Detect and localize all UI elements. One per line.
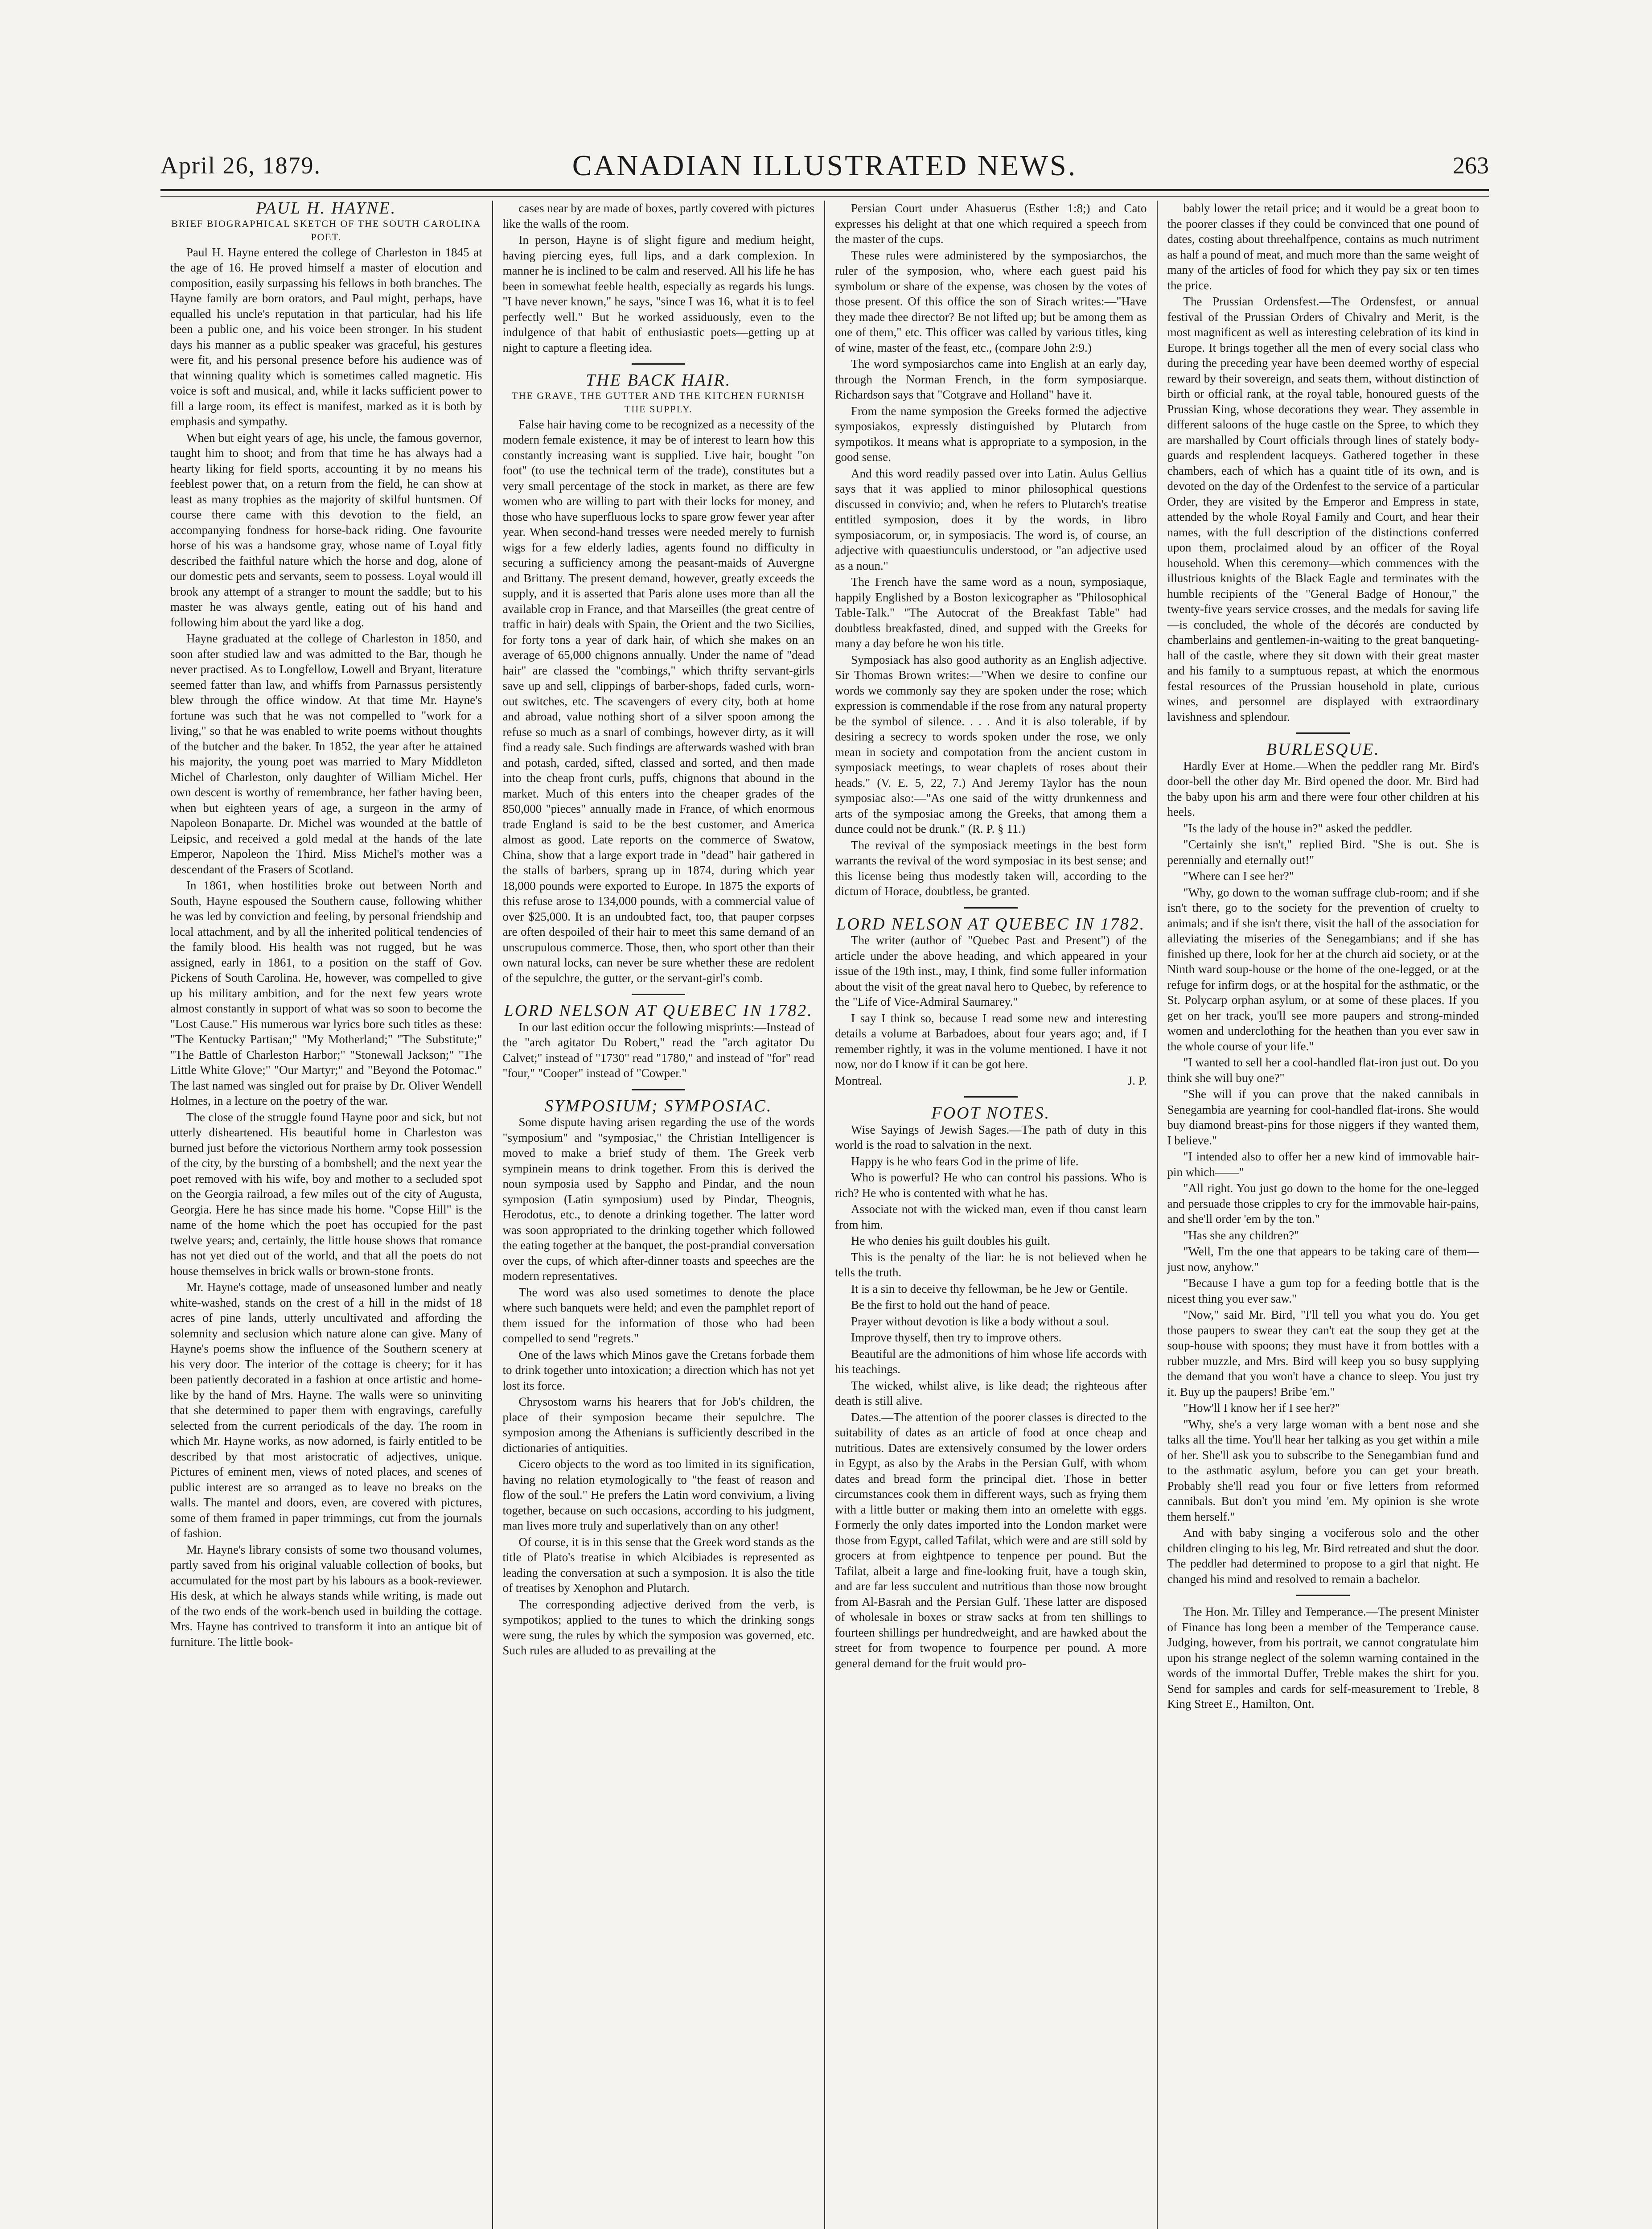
paragraph: He who denies his guilt doubles his guilt.: [851, 1234, 1050, 1247]
article-heading-symposium: SYMPOSIUM; SYMPOSIAC.: [544, 1096, 773, 1115]
paragraph: The word symposiarchos came into English at an early day, through the Norman French, in the form symposiarque. Richardson says that "Cotgrave and Holland" have it.: [835, 357, 1147, 401]
tilley-note-body: [1167, 1604, 1479, 1712]
paragraph: Prayer without devotion is like a body without a soul.: [851, 1314, 1109, 1328]
paragraph: "Why, she's a very large woman with a bent nose and she talks all the time. You'll hear her talking as you get within a mile of her. She'll ask you to subscribe to the Senegambian fund and to the asthmatic asylum, before you can get your breath. Probably she'll read you four or five letters from reformed cannibals. But don't you mind 'em. My opinion is she wrote them herself.": [1167, 1417, 1479, 1523]
foot-notes-body: [835, 1122, 1147, 1671]
issue-date: April 26, 1879.: [160, 152, 321, 179]
signoff-initials: J. P.: [1127, 1073, 1147, 1087]
paragraph: Beautiful are the admonitions of him whose life accords with his teachings.: [835, 1347, 1147, 1376]
section-divider: [964, 907, 1018, 909]
article-heading-nelson-letter: LORD NELSON AT QUEBEC IN 1782.: [836, 914, 1146, 934]
paragraph: When but eight years of age, his uncle, the famous governor, taught him to shoot; and from that time he has always had a hearty liking for field sports, accounting it by no means his feeblest power that, on a return from the field, he can show at least as many trophies as the majority of skilful huntsmen. Of course there came with this devotion to the field, an accompanying fondness for horse-back riding. One favourite horse of his was a handsome gray, whose name of Loyal fitly described the faithful nature which the horse and dog, alone of our domestic pets and servants, seem to possess. Loyal would ill brook any attempt of a stranger to mount the saddle; but to his master he was always gentle, eating out of his hand and following him about the yard like a dog.: [170, 431, 482, 629]
paragraph: And with baby singing a vociferous solo and the other children clinging to his leg, Mr. Bird retreated and shut the door. The peddler had determined to propose to a girl that night. He changed his mind and resolved to remain a bachelor.: [1167, 1526, 1479, 1586]
paragraph: Mr. Hayne's library consists of some two thousand volumes, partly saved from his original valuable collection of books, but accumulated for the most part by his labours as a book-reviewer. His desk, at which he always stands while writing, is made out of the two ends of the work-bench used in building the cottage. Mrs. Hayne has contrived to transform it into an antique bit of furniture. The little book-: [170, 1542, 482, 1649]
paragraph: cases near by are made of boxes, partly covered with pictures like the walls of the room.: [502, 202, 814, 230]
paragraph: "Now," said Mr. Bird, "I'll tell you what you do. You get those paupers to swear they can't eat the soup they get at the soup-house with spoons; they must have it from bottles with a rubber muzzle, and Mrs. Bird will keep you so busy supplying the demand that you won't have a chance to sleep. You just try it. Buy up the paupers! Bribe 'em.": [1167, 1308, 1479, 1398]
masthead: [160, 143, 1489, 196]
section-divider: [632, 363, 685, 365]
column-3: [824, 201, 1157, 2229]
symposium-continued: [835, 201, 1147, 899]
article-heading-foot-notes: FOOT NOTES.: [931, 1104, 1051, 1123]
paragraph: Happy is he who fears God in the prime of life.: [851, 1154, 1079, 1168]
signoff-place: Montreal.: [835, 1073, 882, 1087]
paragraph: These rules were administered by the symposiarchos, the ruler of the symposion, who, where each guest paid his symbolum or share of the expense, was chosen by the votes of those present. Of this office the son of Sirach writes:—"Have they made thee director? Be not lifted up; but be among them as one of them," etc. This officer was called by various titles, king of wine, master of the feast, etc., (compare John 2:9.): [835, 248, 1147, 354]
article-heading-nelson-correction: LORD NELSON AT QUEBEC IN 1782.: [504, 1001, 813, 1020]
paragraph: Some dispute having arisen regarding the use of the words "symposium" and "symposiac," the Christian Intelligencer is moved to make a brief study of them. The Greek verb sympinein means to drink together. From this is derived the noun symposia used by Sappho and Pindar, and the noun symposion (Latin symposium) used by Pindar, Theognis, Herodotus, etc., to denote a drinking together. The latter word was soon appropriated to the drinking together which followed the eating together at the banquet, the post-prandial conversation over the cups, of which after-dinner toasts and speeches are the modern representatives.: [502, 1115, 815, 1283]
paragraph: bably lower the retail price; and it would be a great boon to the poorer classes if they could be convinced that one pound of dates, costing about threehalfpence, contains as much nutriment as half a pound of meat, and much more than the same weight of many of the articles of food for which they pay six or ten times the price.: [1167, 202, 1479, 292]
paragraph: The wicked, whilst alive, is like dead; the righteous after death is still alive.: [835, 1378, 1147, 1407]
paragraph: "Certainly she isn't," replied Bird. "She is out. She is perennially and eternally out!": [1167, 838, 1479, 867]
section-divider: [1296, 732, 1350, 734]
burlesque-body: [1167, 758, 1479, 1587]
paragraph: "Well, I'm the one that appears to be taking care of them—just now, anyhow.": [1167, 1245, 1479, 1274]
column-4: [1157, 201, 1489, 2229]
paragraph: In 1861, when hostilities broke out between North and South, Hayne espoused the Southern cause, following whither he was led by conviction and feeling, by personal friendship and local attachment, and by all the inherited political tendencies of the family blood. His health was not rugged, but he was assigned, early in 1861, to a position on the staff of Gov. Pickens of South Carolina. He, however, was compelled to give up his military ambition, and for the next few years wrote almost constantly in support of what was so soon to become the "Lost Cause." His numerous war lyrics bore such titles as these: "The Kentucky Partisan;" "My Motherland;" "The Substitute;" "The Battle of Charleston Harbor;" "Stonewall Jackson;" "The Little White Glove;" "Our Martyr;" and "Beyond the Potomac." The last named was singled out for praise by Dr. Oliver Wendell Holmes, in a lecture on the poetry of the war.: [170, 879, 482, 1107]
article-heading-back-hair: THE BACK HAIR.: [586, 371, 731, 390]
nelson-correction-body: [503, 1020, 815, 1081]
paragraph: "Is the lady of the house in?" asked the peddler.: [1183, 821, 1413, 835]
nelson-letter-signoff: [835, 1073, 1147, 1089]
paragraph: Paul H. Hayne entered the college of Charleston in 1845 at the age of 16. He proved himself a master of elocution and composition, easily surpassing his fellows in both branches. The Hayne family are born orators, and Paul might, perhaps, have equalled his uncle's reputation in that particular, had his life been a public one, and his voice been stronger. In his student days his manner as a public speaker was graceful, his gestures were fit, and his personal presence before his audience was of that winning quality which is sometimes called magnetic. His voice is soft and musical, and, while it lacks sufficient power to fill a large room, its effect is manifest, marked as it is both by emphasis and sympathy.: [170, 245, 482, 428]
paragraph: Be the first to hold out the hand of peace.: [851, 1298, 1050, 1312]
back-hair-body: [503, 417, 815, 986]
paragraph: One of the laws which Minos gave the Cretans forbade them to drink together unto intoxication; a direction which has not yet lost its force.: [502, 1348, 814, 1392]
paragraph: Of course, it is in this sense that the Greek word stands as the title of Plato's treatise in which Alcibiades is represented as leading the conversation at such a symposion. It is also the title of treatises by Xenophon and Plutarch.: [502, 1535, 814, 1595]
paragraph: "She will if you can prove that the naked cannibals in Senegambia are yearning for cool-handled flat-irons. She would buy diamond breast-pins for those niggers if they wanted them, I believe.": [1167, 1087, 1479, 1147]
paragraph: False hair having come to be recognized as a necessity of the modern female existence, it may be of interest to learn how this constantly increasing want is supplied. Live hair, bought "on foot" (to use the technical term of the trade), constitutes but a very small percentage of the stock in market, as there are few women who are willing to part with their locks for money, and those who have superfluous locks to spare grow fewer year after year. When second-hand tresses were needed merely to furnish wigs for a few elderly ladies, agents found no difficulty in securing a sufficiency among the peasant-maids of Auvergne and Brittany. The present demand, however, greatly exceeds the supply, and it is asserted that Paris alone uses more than all the available crop in France, and that Marseilles (the great centre of traffic in hair) deals with Spain, the Orient and the two Sicilies, for forty tons a year of dark hair, of which she makes on an average of 65,000 chignons annually. Under the name of "dead hair" are classed the "combings," which thrifty servant-girls save up and sell, clippings of barber-shops, faded curls, worn-out switches, etc. The scavengers of every city, both at home and abroad, value nothing short of a silver spoon among the refuse so much as a snarl of combings, however dirty, as it will find a ready sale. Such findings are afterwards washed with bran and potash, carded, sifted, classed and sorted, and then made into the cheap front curls, puffs, chignons that abound in the market. Much of this enters into the cheaper grades of the 850,000 "pieces" annually made in France, of which enormous trade England is said to be the best customer, and America almost as good. Late reports on the commerce of Swatow, China, show that a large export trade in "dead" hair gathered in the stalls of barbers, sprang up in 1874, during which year 18,000 pounds were exported to Europe. In 1875 the exports of this refuse arose to 134,000 pounds, with a commercial value of over $25,000. It is an undoubted fact, too, that pauper corpses are often despoiled of their hair to meet this same demand of an unscrupulous commerce. Those, then, who sport other than their own natural locks, can never be sure whether these are redolent of the sepulchre, the gutter, or the servant-girl's comb.: [502, 417, 814, 985]
paragraph: "All right. You just go down to the home for the one-legged and persuade those cripples to cry for the immovable hair-pains, and she'll order 'em by the ton.": [1167, 1181, 1479, 1226]
section-divider: [632, 1089, 685, 1090]
paragraph: The French have the same word as a noun, symposiaque, happily Englished by a Boston lexicographer as "Philosophical Table-Talk." "The Autocrat of the Breakfast Table" had doubtless breakfasted, dined, and supped with the Greeks for many a day before he won his title.: [835, 575, 1147, 650]
nelson-letter-body: [835, 933, 1147, 1072]
paragraph: Persian Court under Ahasuerus (Esther 1:8;) and Cato expresses his delight at that one which required a speech from the master of the cups.: [835, 202, 1147, 246]
paragraph: "I intended also to offer her a new kind of immovable hair-pin which——": [1167, 1150, 1479, 1179]
paragraph: "Why, go down to the woman suffrage club-room; and if she isn't there, go to the society for the prevention of cruelty to animals; and if she isn't there, visit the hall of the association for alleviating the miseries of the Senegambians; and if she has finished up there, look for her at the church aid society, or at the Ninth ward soup-house or the home of the one-legged, or at the refuge for infirm dogs, or at the hospital for the asthmatic, or the St. Polycarp orphan asylum, or at some of these places. If you get on her track, you'll see more paupers and strong-minded women and underclothing for the heathen than you ever saw in the whole course of your life.": [1167, 885, 1479, 1053]
paragraph: Improve thyself, then try to improve others.: [851, 1331, 1062, 1344]
article-columns: [160, 201, 1489, 2229]
foot-notes-continued: [1167, 201, 1479, 724]
paragraph: It is a sin to deceive thy fellowman, be he Jew or Gentile.: [851, 1282, 1128, 1295]
paragraph: Who is powerful? He who can control his passions. Who is rich? He who is contented with what he has.: [835, 1171, 1147, 1200]
paragraph: Cicero objects to the word as too limited in its signification, having no relation etymologically to "the feast of reason and flow of the soul." He prefers the Latin word convivium, a living together, because on such occasions, according to his judgment, man lives more truly and superlatively than on any other!: [502, 1457, 814, 1532]
paragraph: The writer (author of "Quebec Past and Present") of the article under the above heading, and which appeared in your issue of the 19th inst., may, I think, find some fuller information about the visit of the great naval hero to Quebec, by reference to the "Life of Vice-Admiral Saumarey.": [835, 934, 1147, 1008]
section-divider: [964, 1096, 1018, 1098]
paragraph: "Where can I see her?": [1183, 869, 1294, 883]
section-divider: [632, 994, 685, 995]
article-subheading-paul-hayne: BRIEF BIOGRAPHICAL SKETCH OF THE SOUTH CAROLINA POET.: [171, 218, 481, 243]
section-divider: [1296, 1595, 1350, 1596]
paragraph: This is the penalty of the liar: he is not believed when he tells the truth.: [835, 1250, 1147, 1279]
paragraph: Associate not with the wicked man, even if thou canst learn from him.: [835, 1202, 1147, 1231]
paragraph: Dates.—The attention of the poorer classes is directed to the suitability of dates as an article of food at once cheap and nutritious. Dates are extensively consumed by the lower orders in Egypt, as also by the Arabs in the Persian Gulf, with whom dates and bread form the principal diet. Those in better circumstances cook them in different ways, such as frying them with a little butter or making them into an omelette with eggs. Formerly the only dates imported into the London market were those from Egypt, called Tafilat, which were and are still sold by grocers at from eightpence to tenpence per pound. But the Tafilat, albeit a large and fine-looking fruit, have a tough skin, and are far less succulent and nutritious than those now brought from Al-Basrah and the Persian Gulf. These latter are disposed of wholesale in boxes or straw sacks at from ten shillings to fourteen shillings per hundredweight, and are hawked about the street for from twopence to fourpence per pound. A more general demand for the fruit would pro-: [835, 1410, 1147, 1670]
paragraph: In person, Hayne is of slight figure and medium height, having piercing eyes, full lips, and a dark complexion. In manner he is inclined to be calm and reserved. All his life he has been in somewhat feeble health, especially as regards his lungs. "I have never known," he says, "since I was 16, what it is to feel perfectly well." But he worked assiduously, even to the indulgence of that habit of enthusiastic poets—getting up at night to capture a fleeting idea.: [502, 233, 814, 354]
paragraph: The Prussian Ordensfest.—The Ordensfest, or annual festival of the Prussian Orders of Chivalry and Merit, is the most magnificent as well as interesting celebration of its kind in Europe. It brings together all the men of every social class who during the preceding year have been deemed worthy of especial reward by their sovereign, and seats them, without distinction of birth or official rank, at the royal table, honoured guests of the Prussian King, whose decorations they wear. They assemble in different saloons of the huge castle on the Spree, to which they are marshalled by Court officials through lines of stately body-guards and resplendent lacqueys. Gathered together in these chambers, each of which has a quaint title of its own, and is devoted on the day of the Ordenfest to the service of a particular Order, they are visited by the Emperor and Empress in state, attended by the whole Royal Family and Court, and hear their names, with the full description of the distinctions conferred upon them, proclaimed aloud by an officer of the Royal household. When this ceremony—which commences with the illustrious knights of the Black Eagle and terminates with the humble recipients of the "General Badge of Honour," the twenty-five years service crosses, and the medals for saving life—is concluded, the whole of the décorés are conducted by chamberlains and gentlemen-in-waiting to the great banqueting-hall of the castle, where they sit down with their great master and his family to a sumptuous repast, at which the enormous festal resources of the Prussian household in plate, curious wines, and personnel are displayed with extraordinary lavishness and splendour.: [1167, 295, 1479, 724]
article-subheading-back-hair: THE GRAVE, THE GUTTER AND THE KITCHEN FURNISH THE SUPPLY.: [512, 390, 805, 415]
paul-hayne-body: [170, 245, 482, 1650]
paragraph: Symposiack has also good authority as an English adjective. Sir Thomas Brown writes:—"When we desire to confine our words we commonly say they are spoken under the rose; which expression is commendable if the rose from any natural property be the symbol of silence. . . . And it is also tolerable, if by desiring a secrecy to words spoken under the rose, we only mean in society and compotation from the ancient custom in symposiack meetings, to wear chaplets of roses about their heads." (V. E. 5, 22, 7.) And Jeremy Taylor has the noun symposiac also:—"As one said of the witty drunkenness and arts of the symposiac among the Greeks, that among them a dunce could not be drunk." (R. P. § 11.): [835, 653, 1147, 835]
newspaper-title: CANADIAN ILLUSTRATED NEWS.: [572, 149, 1077, 182]
article-heading-burlesque: BURLESQUE.: [1266, 740, 1380, 759]
paragraph: From the name symposion the Greeks formed the adjective symposiakos, expressly distinguished by Plutarch from sympotikos. It means what is appropriate to a symposion, in the good sense.: [835, 404, 1147, 464]
column-2: [492, 201, 825, 2229]
paragraph: Wise Sayings of Jewish Sages.—The path of duty in this world is the road to salvation in the next.: [835, 1123, 1147, 1152]
paragraph: In our last edition occur the following misprints:—Instead of the "arch agitator Du Robert," read the "arch agitator Du Calvet;" instead of "1730" read "1780," and instead of "for" read "four," "Cooper" instead of "Cowper.": [502, 1020, 814, 1080]
paragraph: Hayne graduated at the college of Charleston in 1850, and soon after studied law and was admitted to the Bar, though he never practised. As to Longfellow, Lowell and Bryant, literature seemed fatter than law, and whiffs from Parnassus persistently blew through the office window. At that time Mr. Hayne's fortune was such that he was not compelled to "work for a living," so that he was enabled to write poems without thoughts of the butcher and the baker. In 1852, the year after he attained his majority, the young poet was married to Mary Middleton Michel of Charleston, only daughter of William Michel. Her own descent is worthy of remembrance, her father having been, when but eighteen years of age, a surgeon in the army of Napoleon Bonaparte. Dr. Michel was wounded at the battle of Leipsic, and received a gold medal at the hands of the late Emperor, Napoleon the Third. Miss Michel's mother was a descendant of the Frasers of Scotland.: [170, 632, 482, 876]
paragraph: "How'll I know her if I see her?": [1183, 1401, 1340, 1415]
paragraph: Mr. Hayne's cottage, made of unseasoned lumber and neatly white-washed, stands on the crest of a hill in the midst of 18 acres of pine lands, utterly uncultivated and affording the solemnity and seclusion which nature alone can give. Many of Hayne's poems show the influence of the Southern scenery at his very door. The interior of the cottage is cheery; for it has been patiently decorated in a fashion at once artistic and home-like by the hand of Mrs. Hayne. The walls were so uninviting that she determined to paper them with engravings, carefully selected from the current periodicals of the day. The room in which Mr. Hayne works, as now adorned, is fairly entitled to be described by that most aristocratic of adjectives, unique. Pictures of eminent men, views of noted places, and scenes of public interest are so arranged as to leave no breaks on the walls. The mantel and doors, even, are covered with pictures, some of them framed in paper trimmings, cut from the journals of fashion.: [170, 1280, 482, 1540]
paragraph: "I wanted to sell her a cool-handled flat-iron just out. Do you think she will buy one?": [1167, 1056, 1479, 1085]
paragraph: The Hon. Mr. Tilley and Temperance.—The present Minister of Finance has long been a member of the Temperance cause. Judging, however, from his portrait, we cannot congratulate him upon his strange neglect of the solemn warning contained in the words of the immortal Duffer, Treble makes the shirt for you. Send for samples and cards for self-measurement to Treble, 8 King Street E., Hamilton, Ont.: [1167, 1605, 1479, 1711]
newspaper-page: [160, 143, 1489, 2229]
masthead-rule: [160, 189, 1489, 197]
symposium-body: [503, 1114, 815, 1658]
page-number: 263: [1453, 152, 1489, 179]
paragraph: The word was also used sometimes to denote the place where such banquets were held; and even the pamphlet report of them issued for the information of those who had been compelled to send "regrets.": [502, 1285, 814, 1345]
paragraph: "Has she any children?": [1183, 1228, 1299, 1242]
paragraph: Hardly Ever at Home.—When the peddler rang Mr. Bird's door-bell the other day Mr. Bird opened the door. Mr. Bird had the baby upon his arm and there were four other children at his heels.: [1167, 759, 1479, 818]
paragraph: The close of the struggle found Hayne poor and sick, but not utterly disheartened. His beautiful home in Charleston was burned just before the victorious Northern army took possession of the city, by the bursting of a bombshell; and the next year the poet removed with his wife, boy and mother to a secluded spot on the Georgia railroad, a few miles out of the city of Augusta, Georgia. Here he has since made his home. "Copse Hill" is the name of the home which the poet has occupied for the past twelve years; and, certainly, the little house shows that romance has not yet died out of the world, and that all the poets do not house themselves in brick walls or brown-stone fronts.: [170, 1110, 482, 1278]
paul-hayne-continued: [503, 201, 815, 355]
paragraph: The revival of the symposiack meetings in the best form warrants the revival of the word symposiac in its best sense; and this license being thus modestly taken will, according to the dictum of Horace, doubtless, be granted.: [835, 838, 1147, 898]
paragraph: And this word readily passed over into Latin. Aulus Gellius says that it was applied to minor philosophical questions discussed in convivio; and, when he refers to Plutarch's treatise entitled symposion, does it by the words, in libro symposiacorum, or, in symposiacis. The word is, of course, an adjective with quaestiunculis understood, or "an adjective used as a noun.": [835, 466, 1147, 572]
paragraph: I say I think so, because I read some new and interesting details a volume at Barbadoes, about four years ago; and, if I remember rightly, it was in the volume mentioned. I have it not now, nor do I know if it can be got here.: [835, 1011, 1147, 1071]
paragraph: The corresponding adjective derived from the verb, is sympotikos; applied to the tunes to which the drinking songs were sung, the rules by which the symposion was governed, etc. Such rules are alluded to as prevailing at the: [502, 1597, 814, 1657]
article-heading-paul-hayne: PAUL H. HAYNE.: [256, 201, 397, 218]
paragraph: Chrysostom warns his hearers that for Job's children, the place of their symposion became their sepulchre. The symposion among the Athenians is sufficiently described in the dictionaries of antiquities.: [502, 1395, 814, 1455]
paragraph: "Because I have a gum top for a feeding bottle that is the nicest thing you ever saw.": [1167, 1276, 1479, 1305]
column-1: [160, 201, 492, 2229]
